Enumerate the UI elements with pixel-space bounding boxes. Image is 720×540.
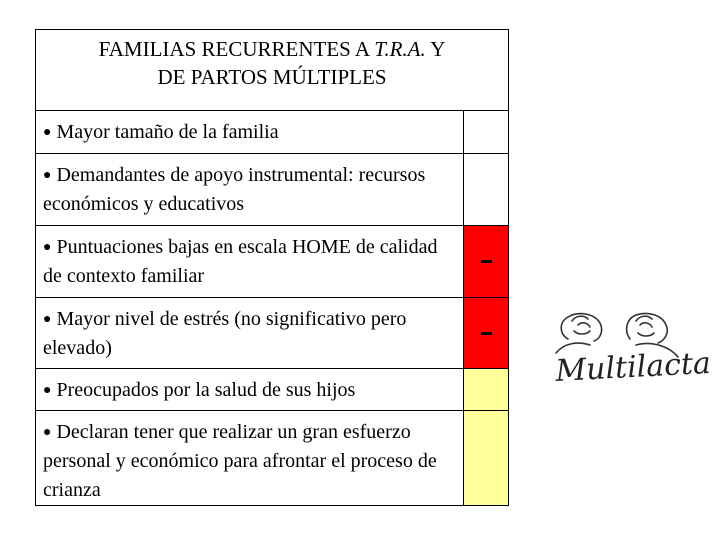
status-cell	[464, 298, 508, 368]
logo-drawing	[538, 301, 712, 393]
table-row	[36, 154, 508, 226]
row-text-cell	[36, 411, 464, 505]
row-text: Puntuaciones bajas en escala HOME de calidad de contexto familiar	[43, 236, 438, 287]
table-row	[36, 111, 508, 154]
table-row	[36, 411, 508, 505]
bullet-icon: ●	[43, 383, 52, 398]
status-cell	[464, 411, 508, 505]
row-text-cell	[36, 154, 464, 225]
title-line1-prefix: FAMILIAS RECURRENTES A	[98, 37, 375, 61]
table-row	[36, 226, 508, 298]
status-cell	[464, 226, 508, 297]
title-line1-suffix: Y	[425, 37, 446, 61]
title-line1-italic: T.R.A.	[374, 37, 426, 61]
bullet-icon: ●	[43, 240, 52, 255]
table-title	[36, 30, 508, 111]
table-row	[36, 369, 508, 411]
row-text: Mayor tamaño de la familia	[56, 121, 279, 143]
summary-table	[35, 29, 509, 506]
row-text: Declaran tener que realizar un gran esfuerzo personal y económico para afrontar el proceso de crianza	[43, 421, 437, 501]
row-text: Demandantes de apoyo instrumental: recursos económicos y educativos	[43, 164, 426, 215]
bullet-icon: ●	[43, 312, 52, 327]
row-text-cell	[36, 111, 464, 153]
minus-icon	[481, 260, 492, 263]
status-cell	[464, 154, 508, 225]
minus-icon	[481, 332, 492, 335]
logo-text: Multilacta	[554, 345, 712, 389]
row-text-cell	[36, 369, 464, 410]
row-text: Mayor nivel de estrés (no significativo pero elevado)	[43, 308, 407, 359]
row-text-cell	[36, 298, 464, 368]
bullet-icon: ●	[43, 125, 52, 140]
bullet-icon: ●	[43, 425, 52, 440]
status-cell	[464, 369, 508, 410]
multilacta-logo	[538, 301, 712, 393]
table-row	[36, 298, 508, 369]
row-text: Preocupados por la salud de sus hijos	[56, 379, 356, 401]
status-cell	[464, 111, 508, 153]
row-text-cell	[36, 226, 464, 297]
title-line2: DE PARTOS MÚLTIPLES	[157, 65, 387, 89]
bullet-icon: ●	[43, 168, 52, 183]
